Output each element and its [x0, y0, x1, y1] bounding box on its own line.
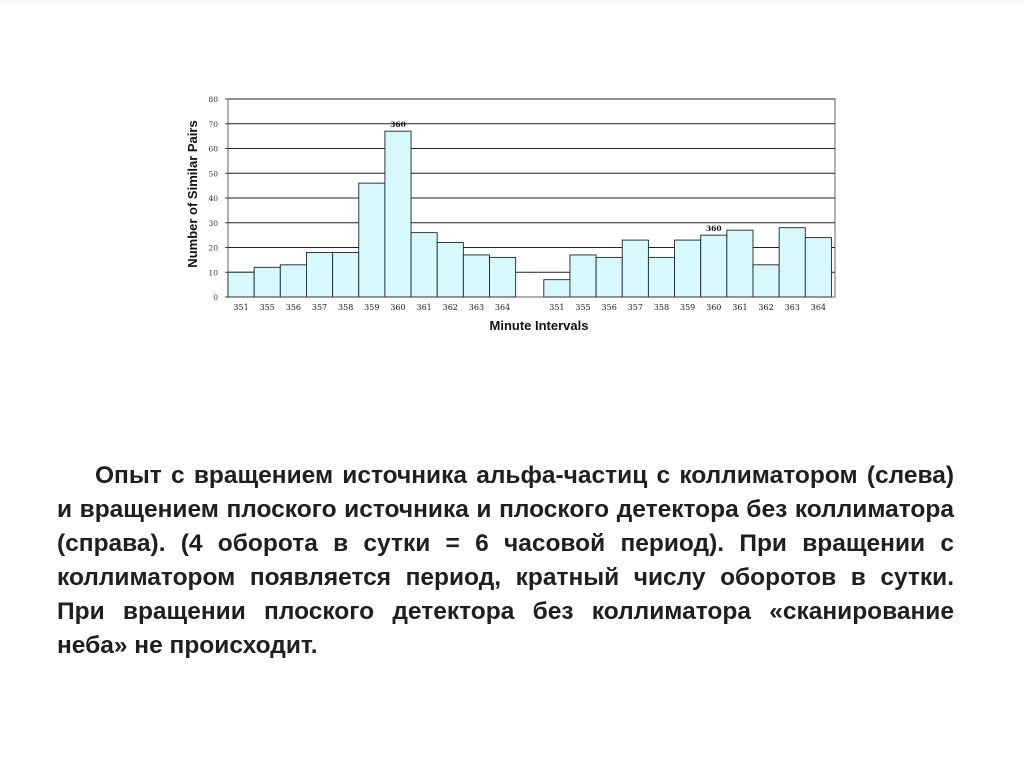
bar [544, 280, 570, 297]
y-tick-label: 0 [213, 293, 218, 302]
bar [437, 243, 463, 297]
x-tick-label: 364 [810, 303, 827, 312]
bar [701, 235, 727, 297]
x-tick-label: 363 [468, 303, 485, 312]
x-tick-label: 351 [549, 303, 565, 312]
x-tick-label: 360 [390, 303, 406, 312]
x-tick-label: 359 [679, 303, 696, 312]
histogram-chart [180, 88, 850, 340]
bar [463, 255, 489, 297]
x-tick-label: 360 [706, 303, 722, 312]
x-tick-label: 362 [758, 303, 774, 312]
x-tick-label: 356 [601, 303, 617, 312]
slide-top-edge [0, 0, 1024, 6]
histogram-svg [180, 88, 850, 340]
y-tick-label: 30 [208, 218, 218, 228]
bar [333, 252, 359, 297]
bar [385, 131, 411, 297]
bar [753, 265, 779, 297]
x-tick-label: 355 [259, 303, 275, 312]
x-tick-label: 358 [338, 303, 354, 312]
bar [727, 230, 753, 297]
bar [254, 267, 280, 297]
bar [779, 228, 805, 297]
x-tick-label: 363 [784, 303, 800, 312]
bar [622, 240, 648, 297]
bar [280, 265, 306, 297]
x-tick-label: 357 [311, 303, 328, 312]
x-tick-label: 364 [494, 303, 511, 312]
x-tick-label: 351 [233, 303, 249, 312]
x-tick-label: 362 [442, 303, 458, 312]
bar [228, 272, 254, 297]
y-tick-label: 60 [208, 144, 218, 154]
y-tick-label: 40 [208, 194, 218, 203]
bar [359, 183, 385, 297]
y-tick-label: 50 [208, 169, 218, 179]
x-tick-label: 361 [416, 303, 432, 312]
y-axis-label: Number of Similar Pairs [185, 120, 200, 268]
bar [596, 257, 622, 297]
bar [306, 252, 332, 297]
y-tick-label: 70 [208, 119, 218, 129]
bar [675, 240, 701, 297]
x-tick-label: 355 [575, 303, 591, 312]
bar [570, 255, 596, 297]
bar-annotation: 360 [390, 120, 406, 130]
y-tick-label: 20 [208, 243, 218, 253]
x-tick-label: 358 [653, 303, 670, 312]
x-axis-label: Minute Intervals [489, 318, 589, 333]
bar [805, 238, 831, 297]
x-tick-label: 359 [364, 303, 380, 312]
x-tick-label: 357 [627, 303, 643, 312]
bar-annotation: 360 [705, 224, 722, 234]
bar [411, 233, 437, 297]
x-tick-label: 361 [732, 303, 748, 312]
slide-caption: Опыт с вращением источника альфа-частиц с коллиматором (слева) и вращением плоского источника и плоского детектора без коллиматора (справа). (4 оборота в сутки = 6 часовой период). При вращении с коллиматором появляется период, кратный числу оборотов в сутки. При вращении плоского детектора без коллиматора «сканирование неба» не происходит. [57, 462, 954, 659]
y-tick-label: 80 [208, 95, 218, 104]
bar [648, 257, 674, 297]
y-tick-label: 10 [208, 268, 218, 278]
bar [490, 257, 516, 297]
x-tick-label: 356 [285, 303, 302, 312]
